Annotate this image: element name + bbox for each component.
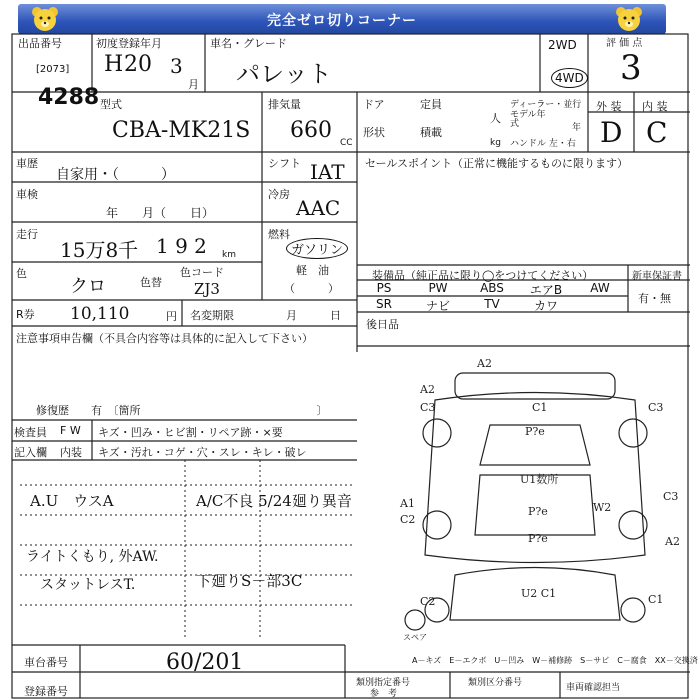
recycle-label: R券 [16,308,35,321]
color-change-label: 色替 [140,276,162,289]
mark-u1-roof: U1数所 [520,473,559,486]
exterior-grade: D [600,116,623,149]
interior-label: 内 装 [642,100,668,113]
lot-code: [2073] [36,64,70,75]
mark-c2-rear: C2 [420,595,436,608]
warranty-label: 新車保証書 [632,271,682,282]
2wd-label: 2WD [548,38,577,52]
mark-c3-right: C3 [648,401,664,414]
mark-a1: A1 [400,497,415,510]
sales-point-label: セールスポイント（正常に機能するものに限ります） [365,157,629,170]
car-diagram [395,355,690,645]
equipment-item: エアB [529,283,563,297]
mark-c1-rear: C1 [648,593,664,606]
equipment-item: PS [376,281,392,295]
remark-line-4: スタットレスT. [40,577,136,593]
equipment-item: SR [376,297,392,311]
person-unit: 人 [490,112,501,125]
car-name: パレット [236,60,332,88]
color-code-value: ZJ3 [194,280,220,298]
aircon-label: 冷房 [268,188,290,201]
header-title: 完全ゼロ切りコーナー [267,13,417,29]
name-change-label: 名変期限 [190,309,234,322]
equipment-label: 装備品（純正品に限り◯をつけてください） [372,269,594,282]
mark-c3-side: C3 [663,490,679,503]
shaken-format: 年 月（ 日） [106,206,215,220]
vehicle-check-label: 車両確認担当 [566,683,621,693]
equipment-row-1 [357,281,627,298]
entry-label: 記入欄 [14,446,47,459]
mileage-label: 走行 [16,228,38,241]
mark-a2-top: A2 [477,357,492,370]
kg-unit: kg [490,138,501,148]
shaken-label: 車検 [16,188,38,201]
remark-line-1: A.U ウスA [30,492,114,510]
history-label: 車歴 [16,157,38,170]
mark-a2-left: A2 [420,383,435,396]
history-value: 自家用・（ ） [56,167,175,183]
mark-c3-left: C3 [420,401,436,414]
color-label: 色 [16,267,27,280]
mark-u2c1: U2 C1 [521,587,557,600]
color-code-label: 色コード [180,266,224,279]
model-year-label: モデル年式 [510,110,546,129]
mark-w2: W2 [593,501,612,514]
class-no-label: 類別区分番号 [468,678,523,688]
displacement-value: 660 [290,118,332,143]
exterior-label: 外 装 [596,100,622,113]
handle-label: ハンドル 左・右 [510,139,576,149]
equipment-item: ABS [480,281,504,295]
mark-pre-rear: P?e [528,532,548,545]
capacity-label: 定員 [420,98,442,111]
grade-value: 3 [620,48,642,88]
shift-label: シフト [268,157,301,170]
door-label: ドア [363,98,385,111]
model-value: CBA-MK21S [112,118,251,143]
shift-value: IAT [310,160,345,184]
inspector-label: 検査員 [14,426,47,439]
recycle-unit: 円 [166,310,177,323]
repair-history: 修復歴 有 〔箇所 〕 [36,404,328,417]
mileage-rest: 1 9 2 [156,234,207,258]
reg-no-label: 登録番号 [24,685,68,698]
mileage-man: 15万8千 [60,238,139,262]
mark-a2-right: A2 [665,535,680,548]
rear-items-label: 後日品 [366,318,399,331]
cc-unit: CC [340,138,353,148]
4wd-label: 4WD [551,68,588,88]
month-unit: 月 [188,78,199,91]
fuel-label: 燃料 [268,228,290,241]
equipment-item: カワ [533,299,558,313]
equipment-item: TV [484,297,500,311]
recycle-value: 10,110 [70,304,130,324]
fuel-diesel: 軽 油 [296,264,329,277]
model-label: 型式 [100,98,122,111]
year-unit: 年 [572,123,582,133]
first-reg-year: 20 [124,52,152,77]
name-change-format: 月 日 [286,309,341,322]
equipment-item: AW [590,281,610,295]
equipment-item: ナビ [425,299,450,313]
remark-line-2: A/C不良 5/24廻り異音 [196,492,352,510]
interior-items: キズ・汚れ・コゲ・穴・スレ・キレ・破レ [98,446,307,459]
shape-label: 形状 [363,126,385,139]
mark-pre-hood: P?e [525,425,545,438]
mark-c2: C2 [400,513,416,526]
displacement-label: 排気量 [268,98,301,111]
spare-label: スペア [403,633,427,642]
fuel-paren: （ ） [284,282,339,295]
warranty-value: 有・無 [638,292,671,305]
notes-label: 注意事項申告欄（不具合内容等は具体的に記入して下さい） [16,332,313,345]
km-unit: km [222,250,236,260]
mark-c1-hood: C1 [532,401,548,414]
assign-no-label: 類別指定番号 [356,678,411,688]
dealer-label: ディーラー・並行 [510,100,582,110]
remark-line-3: ライトくもり, 外AW. [26,549,159,565]
fuel-value: ガソリン [286,238,348,259]
remark-line-5: 下廻りS－部3C [196,572,303,590]
color-value: クロ [70,276,106,297]
interior-inspect-label: 内装 [60,446,82,459]
grade-label: 評 価 点 [606,38,643,49]
car-name-label: 車名・グレード [210,37,287,50]
fw-label: F W [60,424,81,437]
aircon-value: AAC [296,196,341,220]
mark-pre-roof: P?e [528,505,548,518]
equipment-item: PW [428,281,448,295]
chassis-no-label: 車台番号 [24,656,68,669]
lot-no-label: 出品番号 [18,37,62,50]
lot-number: 4288 [38,85,100,110]
interior-grade: C [646,116,668,149]
equipment-row-2 [357,297,573,314]
reference-label: 参 考 [370,689,398,699]
first-reg-label: 初度登録年月 [96,37,162,50]
first-reg-era: H [104,52,124,77]
chassis-no-value: 60/201 [166,650,244,675]
damage-legend: A－キズ E－エクボ U－凹み W－補修跡 S－サビ C－腐食 XX－交換済 [412,656,698,665]
load-label: 積載 [420,126,442,139]
first-reg-month: 3 [170,54,183,78]
fw-items: キズ・凹み・ヒビ割・リペア跡・×要 [98,426,283,439]
